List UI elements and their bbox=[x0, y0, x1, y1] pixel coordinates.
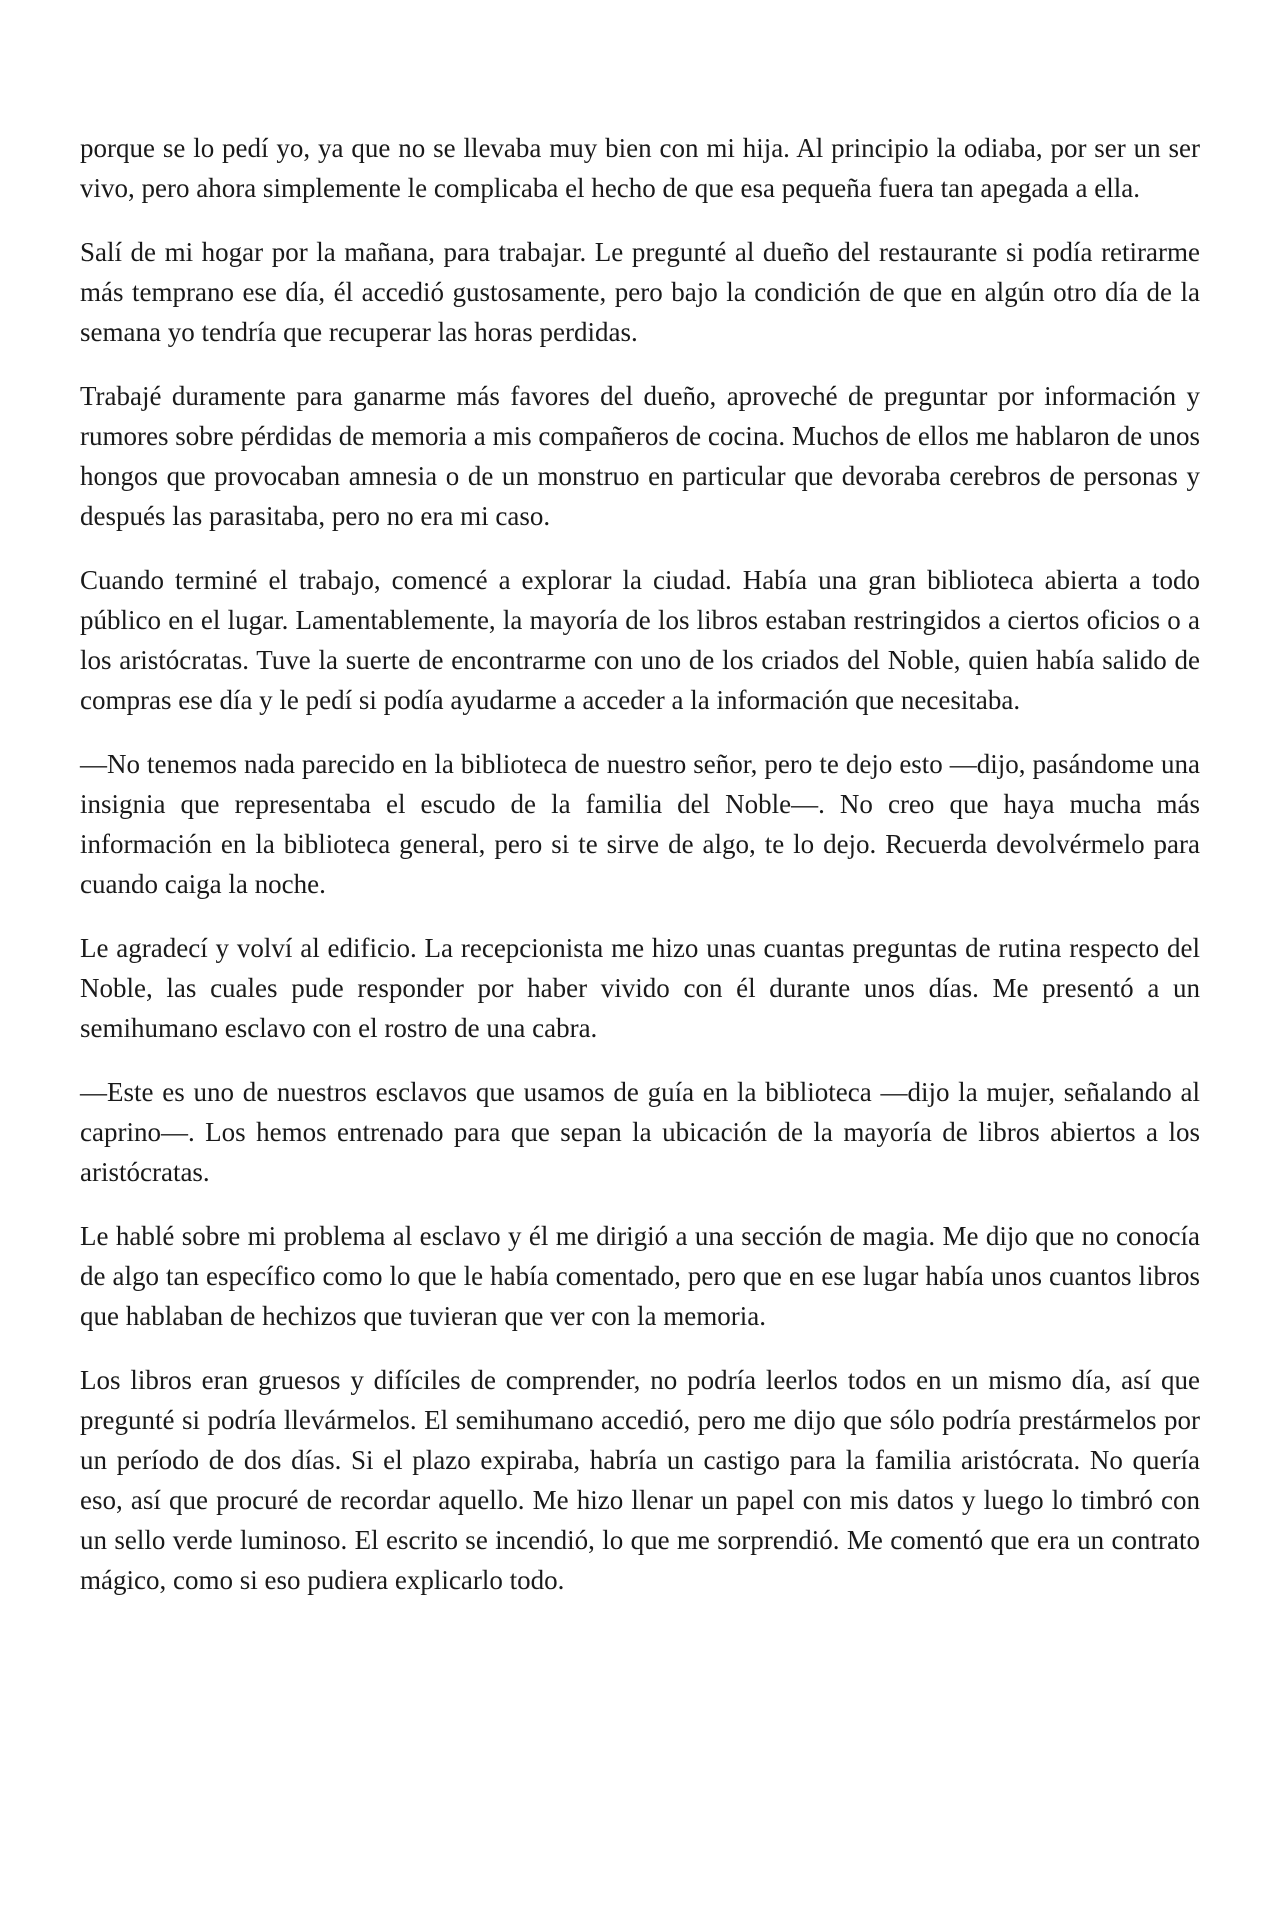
paragraph-1: porque se lo pedí yo, ya que no se llevaba muy bien con mi hija. Al principio la odiaba, por ser un ser vivo, pero ahora simplemente le complicaba el hecho de que esa pequeña fuera tan apegada a ella. bbox=[80, 133, 1200, 203]
paragraph-4: Cuando terminé el trabajo, comencé a explorar la ciudad. Había una gran biblioteca abierta a todo público en el lugar. Lamentablemente, la mayoría de los libros estaban restringidos a ciertos oficios o a los aristócratas. Tuve la suerte de encontrarme con uno de los criados del Noble, quien había salido de compras ese día y le pedí si podía ayudarme a acceder a la información que necesitaba. bbox=[80, 565, 1200, 715]
paragraph-9: Los libros eran gruesos y difíciles de comprender, no podría leerlos todos en un mismo día, así que pregunté si podría llevármelos. El semihumano accedió, pero me dijo que sólo podría prestármelos por un período de dos días. Si el plazo expiraba, habría un castigo para la familia aristócrata. No quería eso, así que procuré de recordar aquello. Me hizo llenar un papel con mis datos y luego lo timbró con un sello verde luminoso. El escrito se incendió, lo que me sorprendió. Me comentó que era un contrato mágico, como si eso pudiera explicarlo todo. bbox=[80, 1365, 1200, 1595]
paragraph-2: Salí de mi hogar por la mañana, para trabajar. Le pregunté al dueño del restaurante si podía retirarme más temprano ese día, él accedió gustosamente, pero bajo la condición de que en algún otro día de la semana yo tendría que recuperar las horas perdidas. bbox=[80, 237, 1200, 347]
paragraph-3: Trabajé duramente para ganarme más favores del dueño, aproveché de preguntar por información y rumores sobre pérdidas de memoria a mis compañeros de cocina. Muchos de ellos me hablaron de unos hongos que provocaban amnesia o de un monstruo en particular que devoraba cerebros de personas y después las parasitaba, pero no era mi caso. bbox=[80, 381, 1200, 531]
paragraph-7: —Este es uno de nuestros esclavos que usamos de guía en la biblioteca —dijo la mujer, señalando al caprino—. Los hemos entrenado para que sepan la ubicación de la mayoría de libros abiertos a los aristócratas. bbox=[80, 1077, 1200, 1187]
paragraph-5: —No tenemos nada parecido en la biblioteca de nuestro señor, pero te dejo esto —dijo, pasándome una insignia que representaba el escudo de la familia del Noble—. No creo que haya mucha más información en la biblioteca general, pero si te sirve de algo, te lo dejo. Recuerda devolvérmelo para cuando caiga la noche. bbox=[80, 749, 1200, 899]
paragraph-8: Le hablé sobre mi problema al esclavo y él me dirigió a una sección de magia. Me dijo que no conocía de algo tan específico como lo que le había comentado, pero que en ese lugar había unos cuantos libros que hablaban de hechizos que tuvieran que ver con la memoria. bbox=[80, 1221, 1200, 1331]
document-page bbox=[80, 128, 1200, 1624]
paragraph-6: Le agradecí y volví al edificio. La recepcionista me hizo unas cuantas preguntas de rutina respecto del Noble, las cuales pude responder por haber vivido con él durante unos días. Me presentó a un semihumano esclavo con el rostro de una cabra. bbox=[80, 933, 1200, 1043]
